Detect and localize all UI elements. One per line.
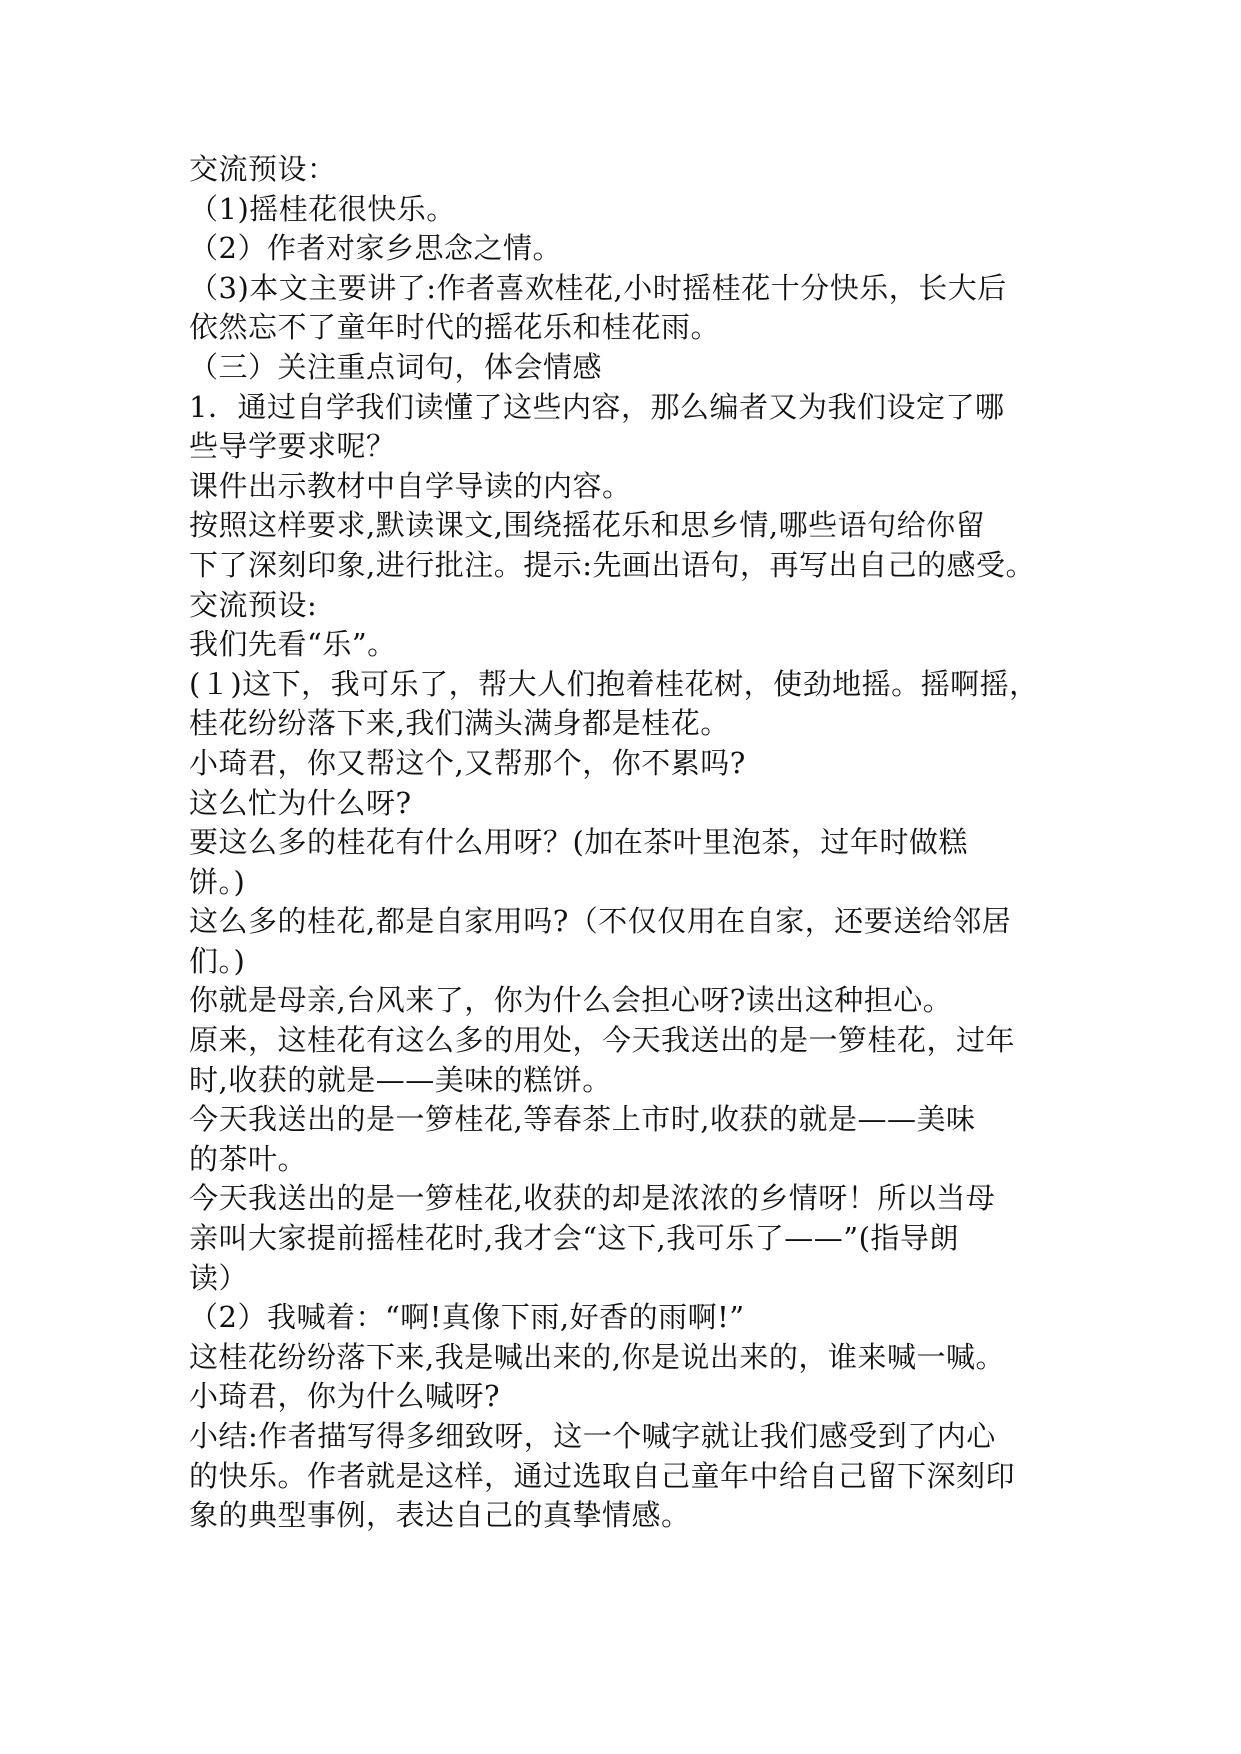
text-line: 按照这样要求,默读课文,围绕摇花乐和思乡情,哪些语句给你留 <box>189 508 986 543</box>
document-body <box>189 150 1069 1536</box>
text-line: （1)摇桂花很快乐。 <box>189 191 456 226</box>
text-line: 课件出示教材中自学导读的内容。 <box>189 468 632 503</box>
text-line: 们。) <box>189 943 246 978</box>
text-line: 这桂花纷纷落下来,我是喊出来的,你是说出来的，谁来喊一喊。 <box>189 1339 1005 1374</box>
text-line: 这么多的桂花,都是自家用吗?（不仅仅用在自家，还要送给邻居 <box>189 904 1012 939</box>
text-line: 这么忙为什么呀? <box>189 785 412 820</box>
text-line: 亲叫大家提前摇桂花时,我才会“这下,我可乐了——”(指导朗 <box>189 1221 959 1256</box>
text-line: 原来，这桂花有这么多的用处，今天我送出的是一箩桂花，过年 <box>189 1023 1016 1058</box>
text-line: 你就是母亲,台风来了，你为什么会担心呀?读出这种担心。 <box>189 983 953 1018</box>
text-line: 交流预设： <box>189 152 337 186</box>
text-line: 交流预设: <box>189 587 318 622</box>
text-line: 小琦君，你又帮这个,又帮那个，你不累吗? <box>189 745 746 780</box>
text-line: 些导学要求呢？ <box>189 429 396 464</box>
text-line: 小琦君，你为什么喊呀? <box>189 1379 501 1414</box>
text-line: （2）作者对家乡思念之情。 <box>189 231 562 266</box>
text-line: 桂花纷纷落下来,我们满头满身都是桂花。 <box>189 706 730 741</box>
text-line: 要这么多的桂花有什么用呀？(加在茶叶里泡茶，过年时做糕 <box>189 825 968 860</box>
text-line: 的茶叶。 <box>189 1141 308 1176</box>
text-line: (１)这下，我可乐了，帮大人们抱着桂花树，使劲地摇。摇啊摇， <box>189 666 1039 701</box>
text-line: （2）我喊着：“啊!真像下雨,好香的雨啊!” <box>189 1300 745 1335</box>
text-line: 时,收获的就是——美味的糕饼。 <box>189 1062 612 1097</box>
text-line: 依然忘不了童年时代的摇花乐和桂花雨。 <box>189 310 721 345</box>
text-line: （3)本文主要讲了:作者喜欢桂花,小时摇桂花十分快乐，长大后 <box>189 270 1007 305</box>
text-line: 象的典型事例，表达自己的真挚情感。 <box>189 1498 691 1533</box>
section-heading: （三）关注重点词句，体会情感 <box>189 349 603 384</box>
text-line: 小结:作者描写得多细致呀，这一个喊字就让我们感受到了内心 <box>189 1419 996 1453</box>
text-line: 的快乐。作者就是这样，通过选取自己童年中给自己留下深刻印 <box>189 1458 1016 1493</box>
text-line: 今天我送出的是一箩桂花,等春茶上市时,收获的就是——美味 <box>189 1102 976 1137</box>
text-line: 读） <box>189 1260 249 1295</box>
text-line: 1．通过自学我们读懂了这些内容，那么编者又为我们设定了哪 <box>189 389 1005 424</box>
text-line: 今天我送出的是一箩桂花,收获的却是浓浓的乡情呀！所以当母 <box>189 1181 996 1216</box>
text-line: 我们先看“乐”。 <box>189 627 397 662</box>
text-line: 饼。) <box>189 864 246 899</box>
text-line: 下了深刻印象,进行批注。提示:先画出语句，再写出自己的感受。 <box>189 547 1035 582</box>
